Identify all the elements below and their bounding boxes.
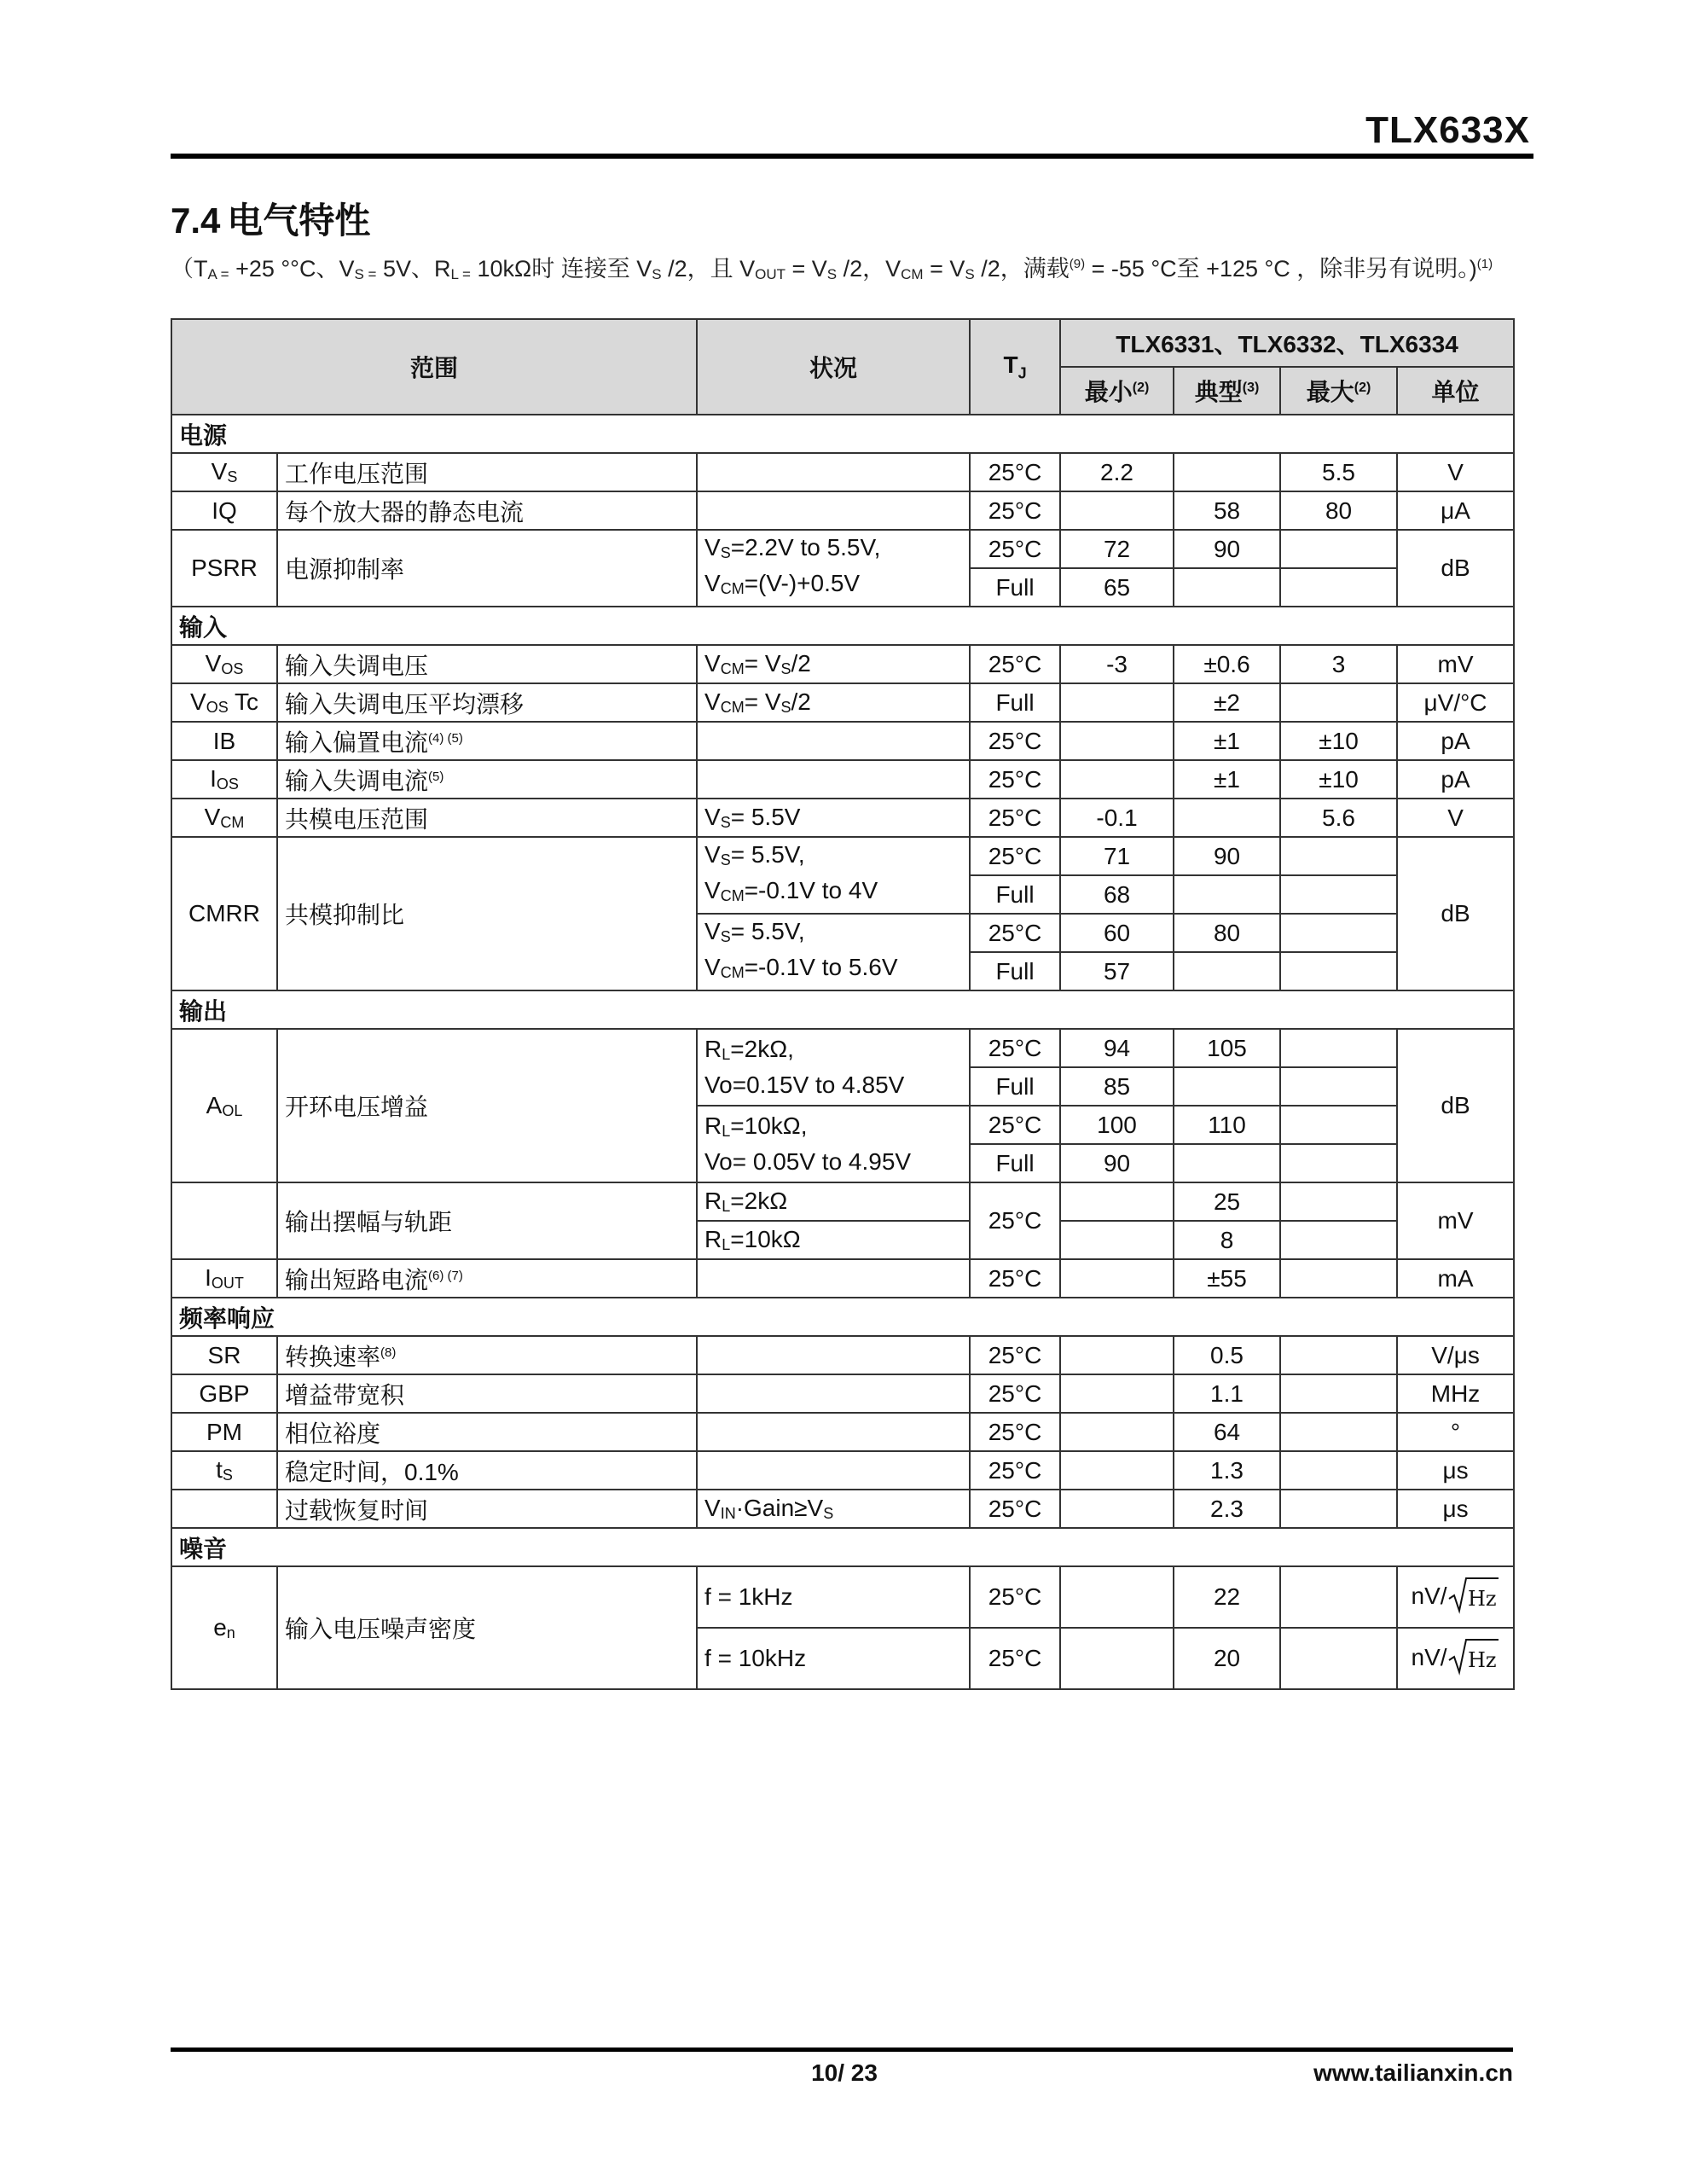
header-part-group: TLX6331、TLX6332、TLX6334 (1060, 319, 1514, 367)
table-row: CMRR 共模抑制比 $V_S= 5.5V$, $V_{CM}=-0.1V$ to 4V 25°C 71 90 dB (171, 837, 1514, 875)
header-parameter: 范围 (171, 319, 697, 415)
table-row: $V_S= 5.5V$, $V_{CM}=-0.1V$ to 5.6V 25°C 60 80 (171, 914, 1514, 952)
sqrt-icon (1447, 1636, 1500, 1682)
table-row: $t_S$ 稳定时间，0.1% 25°C 1.3 μs (171, 1451, 1514, 1490)
table-row: $A_{OL}$ 开环电压增益 $R_L=2k\Omega$, Vo=0.15V to 4.85V 25°C 94 105 dB (171, 1029, 1514, 1067)
table-row: PSRR 电源抑制率 $V_S=2.2V$ to 5.5V, $V_{CM}=(V-)+0.5V$ 25°C 72 90 dB (171, 530, 1514, 568)
section-title: 电气特性 (227, 200, 371, 241)
section-row: 输入 (171, 607, 1514, 645)
table-row: $V_S$ 工作电压范围 25°C 2.2 5.5 V (171, 453, 1514, 491)
table-row: Full 90 (171, 1144, 1514, 1182)
table-row: IQ 每个放大器的静态电流 25°C 58 80 μA (171, 491, 1514, 530)
noise-unit: nV/ Hz (1397, 1628, 1514, 1689)
table-row: IB 输入偏置电流$^{(4) (5)}$ 25°C ±1 ±10 pA (171, 722, 1514, 760)
svg-text:Hz: Hz (1467, 1586, 1497, 1611)
table-row: f = 10kHz 25°C 20 nV/ Hz (171, 1628, 1514, 1689)
test-conditions: （$T_{A =} +25$ °°C、$V_{S =}$ 5V、$R_{L =}$ 10kΩ时 连接至 $V_S$ /2，且 $V_{OUT} = V_S$ /2，$V_{CM} = V_S$ /2，满载$^{(9)}$ = -55 °C至 +125 °C ，除非另有说明。)$^{(1)}$ (171, 256, 1493, 282)
section-row: 输出 (171, 990, 1514, 1029)
header-conditions: 状况 (697, 319, 970, 415)
document-part-number: TLX633X (1365, 109, 1530, 151)
header-max: 最大$^{(2)}$ (1280, 367, 1397, 415)
table-row: Full 68 (171, 875, 1514, 914)
sqrt-icon (1447, 1575, 1500, 1620)
table-row: SR 转换速率$^{(8)}$ 25°C 0.5 V/μs (171, 1336, 1514, 1374)
section-number: 7.4 (171, 200, 221, 241)
header-rule (171, 154, 1533, 159)
table-row: 过载恢复时间 $V_{IN}\cdot Gain\ge V_S$ 25°C 2.3 μs (171, 1490, 1514, 1528)
website-link[interactable]: www.tailianxin.cn (1313, 2059, 1513, 2086)
header-unit: 单位 (1397, 367, 1514, 415)
table-row: Full 65 (171, 568, 1514, 607)
table-row: $I_{OS}$ 输入失调电流$^{(5)}$ 25°C ±1 ±10 pA (171, 760, 1514, 799)
table-row: $V_{OS}$ 输入失调电压 $V_{CM}= V_S/2$ 25°C -3 ±0.6 3 mV (171, 645, 1514, 683)
svg-text:Hz: Hz (1467, 1647, 1497, 1672)
section-heading (171, 193, 370, 244)
table-row: Full 57 (171, 952, 1514, 990)
table-row: $V_{CM}$ 共模电压范围 $V_S= 5.5V$ 25°C -0.1 5.6 V (171, 799, 1514, 837)
table-row: PM 相位裕度 25°C 64 ° (171, 1413, 1514, 1451)
table-header-row (171, 319, 1514, 367)
electrical-characteristics-table (171, 318, 1515, 1690)
table-row: GBP 增益带宽积 25°C 1.1 MHz (171, 1374, 1514, 1413)
header-tj: $T_J$ (970, 319, 1060, 415)
table-row: $R_L=10k\Omega$, Vo= 0.05V to 4.95V 25°C 100 110 (171, 1106, 1514, 1144)
footer-rule (171, 2048, 1513, 2052)
table-row: $V_{OS}$ Tc 输入失调电压平均漂移 $V_{CM}= V_S/2$ Full ±2 μV/°C (171, 683, 1514, 722)
section-row: 电源 (171, 415, 1514, 453)
table-row: 输出摆幅与轨距 $R_L=2k\Omega$ 25°C 25 mV (171, 1182, 1514, 1221)
page-number: 10/ 23 (811, 2059, 878, 2086)
section-row: 频率响应 (171, 1298, 1514, 1336)
noise-unit: nV/ Hz (1397, 1566, 1514, 1628)
header-typ: 典型$^{(3)}$ (1174, 367, 1280, 415)
table-row: Full 85 (171, 1067, 1514, 1106)
section-row: 噪音 (171, 1528, 1514, 1566)
table-row: $R_L=10k\Omega$ 8 (171, 1221, 1514, 1259)
header-min: 最小$^{(2)}$ (1060, 367, 1174, 415)
table-row: $e_n$ 输入电压噪声密度 f = 1kHz 25°C 22 nV/ Hz (171, 1566, 1514, 1628)
table-row: $I_{OUT}$ 输出短路电流$^{(6) (7)}$ 25°C ±55 mA (171, 1259, 1514, 1298)
